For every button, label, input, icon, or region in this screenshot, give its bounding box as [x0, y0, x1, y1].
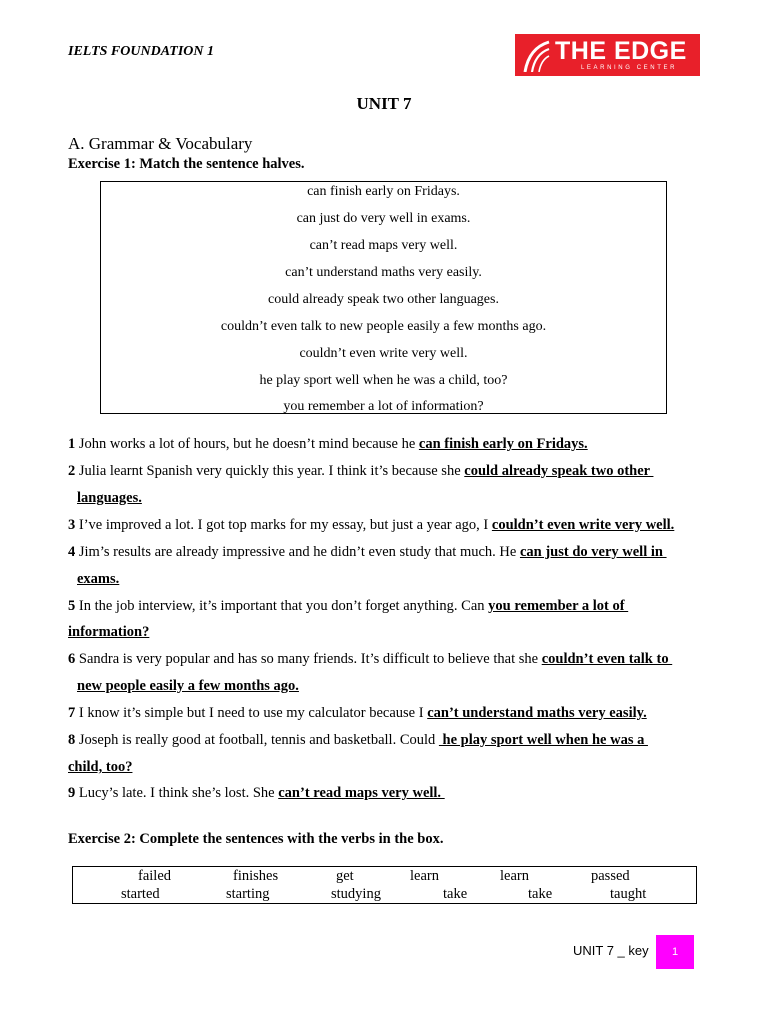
verb-box [72, 866, 697, 904]
logo-sub-text: LEARNING CENTER [581, 64, 678, 71]
answer: can just do very well in [519, 544, 667, 560]
footer-label: UNIT 7 _ key [573, 943, 649, 958]
exercise2-title: Exercise 2: Complete the sentences with the verbs in the box. [68, 831, 444, 847]
question-number: 8 [68, 732, 76, 748]
question-number: 9 [68, 785, 76, 801]
question-3 [68, 516, 674, 534]
question-number: 1 [68, 436, 76, 452]
answer: can’t understand maths very easily. [427, 705, 647, 721]
answer-continued: languages. [77, 490, 142, 506]
question-text: I’ve improved a lot. I got top marks for my essay, but just a year ago, I [75, 517, 492, 533]
verb-word: started [121, 886, 160, 902]
question-5 [68, 597, 628, 615]
answer: you remember a lot of [488, 598, 629, 614]
question-4 [68, 543, 667, 561]
question-text: In the job interview, it’s important that you don’t forget anything. Can [75, 598, 489, 614]
question-1 [68, 435, 588, 453]
verb-word: studying [331, 886, 381, 902]
question-text: Lucy’s late. I think she’s lost. She [75, 785, 279, 801]
exercise1-title: Exercise 1: Match the sentence halves. [68, 156, 305, 172]
verb-word: starting [226, 886, 270, 902]
answer: couldn’t even talk to [541, 651, 673, 667]
verb-word: get [336, 868, 354, 884]
question-4-continued [77, 570, 119, 588]
question-5-continued [68, 623, 149, 641]
logo-arc-icon [521, 38, 551, 72]
question-number: 2 [68, 463, 76, 479]
sentence-half-2: can just do very well in exams. [296, 211, 471, 226]
question-2-continued [77, 489, 142, 507]
question-2 [68, 462, 653, 480]
verb-word: failed [138, 868, 172, 884]
sentence-half-6: couldn’t even talk to new people easily a few months ago. [220, 319, 547, 334]
verb-word: learn [410, 868, 439, 884]
question-text: Sandra is very popular and has so many friends. It’s difficult to believe that she [75, 651, 542, 667]
verb-word: finishes [233, 868, 279, 884]
question-9 [68, 784, 445, 802]
sentence-half-9: you remember a lot of information? [283, 399, 484, 414]
sentence-half-4: can’t understand maths very easily. [285, 265, 482, 280]
answer-continued: information? [68, 624, 150, 640]
answer-continued: exams. [77, 571, 120, 587]
sentence-halves-box [100, 181, 667, 414]
course-title: IELTS FOUNDATION 1 [68, 44, 214, 59]
question-number: 6 [68, 651, 76, 667]
question-8 [68, 731, 648, 749]
sentence-half-3: can’t read maps very well. [309, 238, 458, 253]
unit-title: UNIT 7 [356, 94, 412, 113]
question-6-continued [77, 677, 299, 695]
question-number: 4 [68, 544, 76, 560]
question-number: 5 [68, 598, 76, 614]
question-8-continued [68, 758, 132, 776]
answer: could already speak two other [464, 463, 654, 479]
page-number: 1 [656, 935, 694, 969]
verb-word: take [443, 886, 468, 902]
question-text: Joseph is really good at football, tennis and basketball. Could [75, 732, 439, 748]
verb-word: passed [591, 868, 630, 884]
answer: can’t read maps very well. [278, 785, 445, 801]
sentence-half-7: couldn’t even write very well. [299, 346, 468, 361]
question-number: 7 [68, 705, 76, 721]
answer-continued: new people easily a few months ago. [77, 678, 299, 694]
answer-continued: child, too? [68, 759, 133, 775]
sentence-half-5: could already speak two other languages. [268, 292, 499, 307]
verb-word: take [528, 886, 553, 902]
question-7 [68, 704, 647, 722]
answer: can finish early on Fridays. [418, 436, 588, 452]
sentence-half-1: can finish early on Fridays. [307, 184, 460, 199]
question-6 [68, 650, 672, 668]
verb-word: taught [610, 886, 647, 902]
section-title: A. Grammar & Vocabulary [68, 134, 253, 153]
verb-word: learn [500, 868, 529, 884]
the-edge-logo [515, 34, 700, 76]
answer: he play sport well when he was a [438, 732, 648, 748]
sentence-half-8: he play sport well when he was a child, too? [259, 373, 508, 388]
question-text: I know it’s simple but I need to use my calculator because I [75, 705, 428, 721]
question-text: Jim’s results are already impressive and he didn’t even study that much. He [75, 544, 520, 560]
answer: couldn’t even write very well. [491, 517, 675, 533]
question-text: John works a lot of hours, but he doesn’t mind because he [75, 436, 419, 452]
question-number: 3 [68, 517, 76, 533]
logo-main-text: THE EDGE [555, 36, 687, 65]
question-text: Julia learnt Spanish very quickly this year. I think it’s because she [75, 463, 465, 479]
